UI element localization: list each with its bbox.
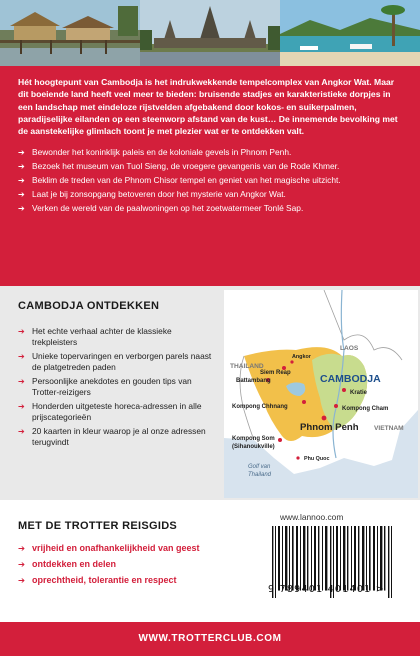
list-item bbox=[18, 326, 218, 349]
list-item bbox=[18, 401, 218, 424]
list-item bbox=[18, 542, 200, 555]
place-label: Siem Reap bbox=[260, 370, 291, 376]
intro-text: Hét hoogtepunt van Cambodja is het indrukwekkende tempelcomplex van Angkor Wat. Maar dit boeiende land heeft veel meer te bieden: bruisende stadjes en karakteristieke dorpjes in een landschap met eindeloze rijstvelden afgebakend door kokos- en suikerpalmen, paradijselijke eilanden op een steenworp afstand van de kust… De innemende bevolking met de aanstekelijke glimlach toont je met plezier wat er te ontdekken valt. bbox=[18, 77, 398, 137]
footer-url[interactable]: WWW.TROTTERCLUB.COM bbox=[0, 622, 420, 656]
list-item bbox=[18, 203, 404, 214]
arrow-icon: ➔ bbox=[18, 162, 25, 172]
place-label: Kratie bbox=[350, 390, 368, 396]
arrow-icon: ➔ bbox=[18, 543, 26, 553]
section-title: CAMBODJA ONTDEKKEN bbox=[18, 300, 160, 312]
intro-panel bbox=[0, 66, 420, 286]
value-text: vrijheid en onafhankelijkheid van geest bbox=[32, 543, 200, 553]
country-label: CAMBODJA bbox=[320, 373, 381, 385]
arrow-icon: ➔ bbox=[18, 203, 25, 213]
list-item bbox=[18, 574, 200, 587]
highlight-text: Bewonder het koninklijk paleis en de koloniale gevels in Phnom Penh. bbox=[32, 147, 292, 158]
isbn-number: 9 789401 401401 > bbox=[268, 584, 385, 595]
beach-photo bbox=[280, 0, 420, 66]
feature-text: Unieke topervaringen en verborgen parels naast de platgetreden paden bbox=[32, 350, 212, 373]
highlight-text: Verken de wereld van de paalwoningen op het zoetwatermeer Tonlé Sap. bbox=[32, 202, 304, 213]
value-text: oprechtheid, tolerantie en respect bbox=[32, 574, 177, 585]
neighbor-label: THAILAND bbox=[230, 363, 264, 370]
city-marker bbox=[278, 438, 282, 442]
list-item bbox=[18, 189, 404, 200]
place-label: (Sihanoukville) bbox=[232, 444, 275, 450]
city-marker bbox=[302, 400, 306, 404]
highlights-list bbox=[18, 147, 404, 214]
feature-text: Persoonlijke anekdotes en gouden tips van Trotter-reizigers bbox=[32, 375, 192, 398]
capital-label: Phnom Penh bbox=[300, 422, 359, 433]
arrow-icon: ➔ bbox=[18, 327, 25, 336]
place-label: Kompong Chhnang bbox=[232, 404, 288, 410]
feature-text: Honderden uitgeteste horeca-adressen in alle prijscategorieën bbox=[32, 400, 202, 423]
city-marker bbox=[342, 388, 346, 392]
arrow-icon: ➔ bbox=[18, 148, 25, 158]
list-item bbox=[18, 175, 404, 186]
features-list bbox=[18, 326, 218, 451]
list-item bbox=[18, 351, 218, 374]
value-text: ontdekken en delen bbox=[32, 558, 117, 569]
photo-strip bbox=[0, 0, 420, 66]
feature-text: Het echte verhaal achter de klassieke trekpleisters bbox=[32, 326, 172, 348]
sea-label: Golf van bbox=[248, 464, 271, 470]
angkor-wat-photo bbox=[140, 0, 280, 66]
publisher-url: www.lannoo.com bbox=[280, 512, 344, 522]
place-label: Phu Quoc bbox=[304, 456, 330, 462]
arrow-icon: ➔ bbox=[18, 426, 25, 436]
arrow-icon: ➔ bbox=[18, 176, 25, 186]
feature-text: 20 kaarten in kleur waarop je al onze adressen terugvindt bbox=[32, 425, 206, 448]
list-item bbox=[18, 147, 404, 158]
arrow-icon: ➔ bbox=[18, 189, 25, 199]
trotter-title: MET DE TROTTER REISGIDS bbox=[18, 520, 178, 532]
sea-label: Thailand bbox=[248, 472, 272, 478]
city-marker bbox=[334, 404, 338, 408]
highlight-text: Beklim de treden van de Phnom Chisor tempel en geniet van het magische uitzicht. bbox=[32, 175, 341, 186]
neighbor-label: VIETNAM bbox=[374, 425, 404, 432]
arrow-icon: ➔ bbox=[18, 401, 25, 411]
list-item bbox=[18, 376, 218, 399]
neighbor-label: LAOS bbox=[340, 345, 359, 352]
arrow-icon: ➔ bbox=[18, 351, 25, 361]
arrow-icon: ➔ bbox=[18, 558, 26, 569]
city-marker bbox=[290, 360, 293, 363]
values-list bbox=[18, 542, 200, 589]
arrow-icon: ➔ bbox=[18, 376, 25, 386]
place-label: Kompong Cham bbox=[342, 406, 389, 412]
city-marker bbox=[296, 456, 299, 459]
arrow-icon: ➔ bbox=[18, 574, 26, 585]
highlight-text: Laat je bij zonsopgang betoveren door het mysterie van Angkor Wat. bbox=[32, 188, 286, 199]
place-label: Battambang bbox=[236, 378, 271, 384]
place-label: Angkor bbox=[292, 354, 311, 360]
list-item bbox=[18, 426, 218, 449]
list-item bbox=[18, 161, 404, 172]
place-label: Kompong Som bbox=[232, 436, 275, 442]
capital-marker bbox=[322, 416, 327, 421]
list-item bbox=[18, 558, 200, 571]
cambodia-map bbox=[224, 290, 418, 498]
stilt-houses-photo bbox=[0, 0, 140, 66]
highlight-text: Bezoek het museum van Tuol Sieng, de vroegere gevangenis van de Rode Khmer. bbox=[32, 161, 340, 172]
